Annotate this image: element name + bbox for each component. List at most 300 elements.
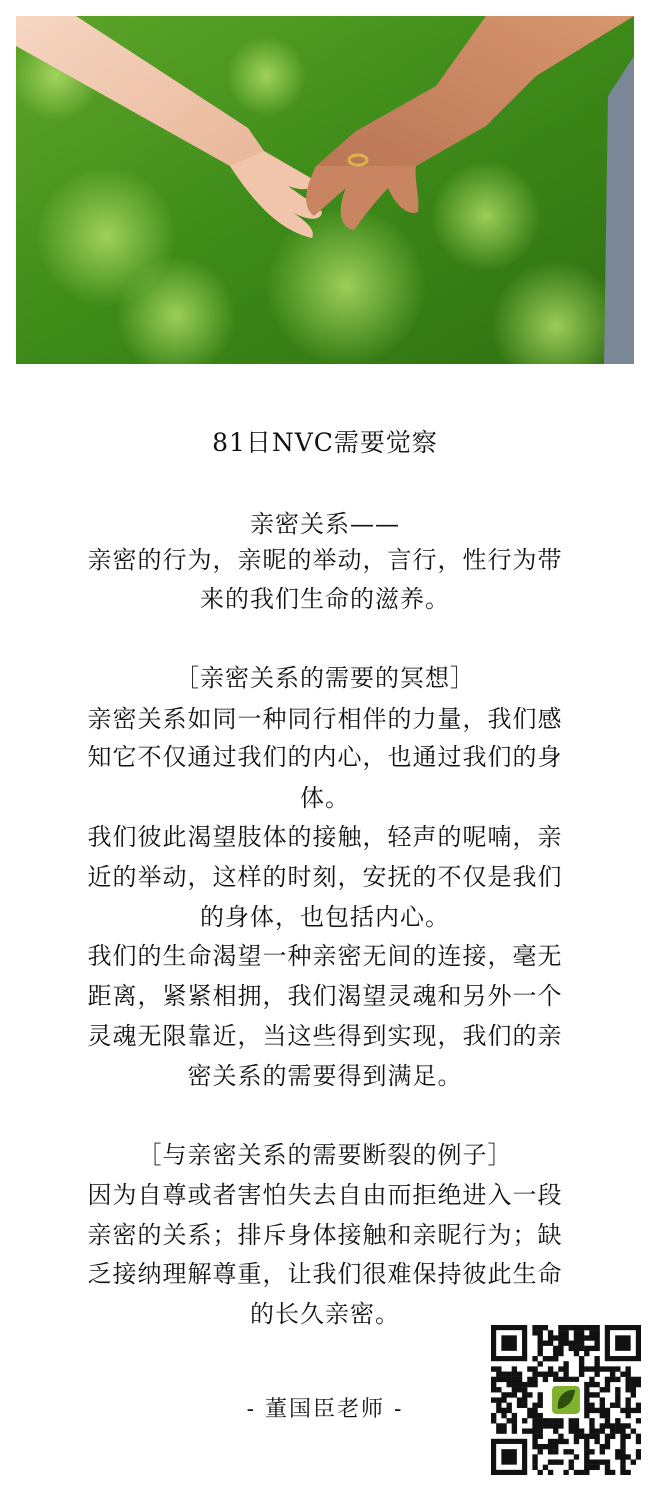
qr-module <box>594 1335 599 1340</box>
qr-module <box>594 1408 599 1413</box>
qr-module <box>496 1423 501 1428</box>
qr-module <box>538 1403 543 1408</box>
qr-module <box>496 1428 501 1433</box>
qr-module <box>610 1366 615 1371</box>
qr-module <box>625 1434 630 1439</box>
qr-module <box>631 1428 636 1433</box>
qr-module <box>631 1382 636 1387</box>
qr-module <box>574 1439 579 1444</box>
qr-module <box>636 1377 641 1382</box>
qr-finder-inner <box>501 1449 517 1465</box>
qr-module <box>636 1434 641 1439</box>
qr-module <box>532 1413 537 1418</box>
qr-module <box>548 1372 553 1377</box>
qr-module <box>548 1341 553 1346</box>
qr-module <box>563 1361 568 1366</box>
qr-module <box>553 1459 558 1464</box>
qr-module <box>501 1397 506 1402</box>
qr-module <box>579 1356 584 1361</box>
qr-module <box>605 1366 610 1371</box>
qr-module <box>584 1403 589 1408</box>
qr-module <box>548 1449 553 1454</box>
intro-line: 亲密的行为，亲昵的举动，言行，性行为带 <box>87 546 563 574</box>
qr-module <box>512 1377 517 1382</box>
qr-module <box>589 1449 594 1454</box>
qr-module <box>558 1366 563 1371</box>
qr-module <box>563 1377 568 1382</box>
examples-heading: ［与亲密关系的需要断裂的例子］ <box>137 1141 513 1169</box>
qr-module <box>631 1387 636 1392</box>
qr-module <box>517 1372 522 1377</box>
qr-module <box>605 1377 610 1382</box>
qr-module <box>615 1454 620 1459</box>
qr-module <box>631 1392 636 1397</box>
qr-module <box>636 1454 641 1459</box>
qr-module <box>605 1470 610 1475</box>
qr-module <box>548 1335 553 1340</box>
qr-module <box>636 1439 641 1444</box>
qr-module <box>625 1413 630 1418</box>
qr-module <box>574 1325 579 1330</box>
qr-module <box>605 1434 610 1439</box>
qr-module <box>574 1351 579 1356</box>
qr-module <box>538 1444 543 1449</box>
qr-module <box>507 1392 512 1397</box>
qr-module <box>563 1470 568 1475</box>
qr-module <box>532 1465 537 1470</box>
qr-module <box>625 1387 630 1392</box>
qr-module <box>538 1428 543 1433</box>
qr-module <box>522 1387 527 1392</box>
qr-module <box>569 1377 574 1382</box>
qr-module <box>584 1459 589 1464</box>
qr-module <box>574 1335 579 1340</box>
qr-module <box>512 1382 517 1387</box>
qr-module <box>527 1408 532 1413</box>
qr-module <box>558 1459 563 1464</box>
qr-module <box>589 1366 594 1371</box>
qr-module <box>589 1403 594 1408</box>
qr-module <box>558 1434 563 1439</box>
qr-module <box>538 1392 543 1397</box>
qr-module <box>507 1382 512 1387</box>
qr-module <box>507 1408 512 1413</box>
qr-module <box>605 1423 610 1428</box>
qr-module <box>538 1397 543 1402</box>
qr-module <box>625 1372 630 1377</box>
meditation-line: 灵魂无限靠近，当这些得到实现，我们的亲 <box>87 1022 563 1050</box>
qr-module <box>532 1454 537 1459</box>
qr-module <box>584 1382 589 1387</box>
qr-module <box>532 1439 537 1444</box>
qr-module <box>538 1330 543 1335</box>
qr-module <box>569 1423 574 1428</box>
qr-module <box>615 1418 620 1423</box>
qr-module <box>512 1423 517 1428</box>
qr-module <box>491 1413 496 1418</box>
qr-module <box>522 1397 527 1402</box>
qr-module <box>553 1439 558 1444</box>
meditation-line: 我们彼此渴望肢体的接触，轻声的呢喃，亲 <box>87 823 563 851</box>
qr-module <box>517 1382 522 1387</box>
qr-module <box>584 1470 589 1475</box>
qr-module <box>532 1372 537 1377</box>
qr-module <box>538 1470 543 1475</box>
qr-module <box>594 1346 599 1351</box>
intro-heading: 亲密关系—— <box>250 510 400 538</box>
qr-module <box>631 1459 636 1464</box>
qr-module <box>610 1403 615 1408</box>
qr-module <box>584 1387 589 1392</box>
qr-module <box>522 1403 527 1408</box>
hero-photo <box>16 16 634 364</box>
qr-module <box>615 1428 620 1433</box>
examples-line: 的长久亲密。 <box>250 1300 400 1328</box>
qr-module <box>579 1366 584 1371</box>
qr-module <box>512 1428 517 1433</box>
qr-module <box>574 1377 579 1382</box>
qr-module <box>589 1325 594 1330</box>
qr-module <box>553 1444 558 1449</box>
meditation-line: 亲密关系如同一种同行相伴的力量，我们感 <box>87 705 563 733</box>
qr-module <box>548 1439 553 1444</box>
qr-module <box>512 1387 517 1392</box>
qr-module <box>538 1351 543 1356</box>
qr-module <box>620 1428 625 1433</box>
qr-module <box>615 1392 620 1397</box>
qr-module <box>563 1341 568 1346</box>
qr-module <box>532 1403 537 1408</box>
qr-module <box>574 1423 579 1428</box>
qr-module <box>563 1330 568 1335</box>
qr-module <box>563 1372 568 1377</box>
qr-module <box>569 1465 574 1470</box>
qr-module <box>532 1377 537 1382</box>
qr-module <box>620 1434 625 1439</box>
qr-module <box>605 1387 610 1392</box>
qr-module <box>512 1413 517 1418</box>
qr-module <box>512 1392 517 1397</box>
qr-module <box>543 1418 548 1423</box>
qr-module <box>527 1428 532 1433</box>
qr-module <box>532 1418 537 1423</box>
qr-module <box>584 1346 589 1351</box>
meditation-line: 距离，紧紧相拥，我们渴望灵魂和另外一个 <box>87 982 563 1010</box>
qr-module <box>558 1377 563 1382</box>
qr-module <box>532 1434 537 1439</box>
qr-module <box>620 1439 625 1444</box>
qr-module <box>584 1465 589 1470</box>
holding-hands-illustration <box>16 16 634 364</box>
qr-module <box>558 1341 563 1346</box>
qr-module <box>625 1454 630 1459</box>
qr-module <box>615 1377 620 1382</box>
qr-module <box>610 1372 615 1377</box>
qr-module <box>501 1372 506 1377</box>
qr-module <box>491 1366 496 1371</box>
qr-module <box>527 1392 532 1397</box>
qr-module <box>605 1418 610 1423</box>
qr-module <box>620 1408 625 1413</box>
qr-module <box>532 1444 537 1449</box>
qr-module <box>563 1325 568 1330</box>
qr-module <box>610 1428 615 1433</box>
qr-code-icon[interactable] <box>491 1325 641 1475</box>
qr-module <box>532 1459 537 1464</box>
qr-module <box>532 1382 537 1387</box>
qr-module <box>548 1423 553 1428</box>
qr-module <box>522 1428 527 1433</box>
qr-module <box>605 1413 610 1418</box>
qr-module <box>563 1366 568 1371</box>
qr-module <box>584 1408 589 1413</box>
qr-module <box>594 1392 599 1397</box>
qr-module <box>579 1470 584 1475</box>
qr-module <box>631 1377 636 1382</box>
qr-module <box>584 1351 589 1356</box>
qr-module <box>553 1372 558 1377</box>
qr-module <box>548 1356 553 1361</box>
qr-module <box>620 1444 625 1449</box>
qr-module <box>507 1403 512 1408</box>
qr-module <box>579 1361 584 1366</box>
qr-module <box>553 1418 558 1423</box>
qr-module <box>501 1428 506 1433</box>
qr-module <box>538 1434 543 1439</box>
qr-module <box>548 1444 553 1449</box>
qr-module <box>594 1434 599 1439</box>
qr-finder-inner <box>501 1335 517 1351</box>
qr-module <box>496 1372 501 1377</box>
qr-module <box>579 1330 584 1335</box>
qr-module <box>589 1408 594 1413</box>
qr-module <box>625 1423 630 1428</box>
qr-module <box>532 1423 537 1428</box>
qr-module <box>569 1341 574 1346</box>
qr-module <box>501 1423 506 1428</box>
qr-module <box>538 1361 543 1366</box>
qr-module <box>625 1397 630 1402</box>
qr-module <box>589 1428 594 1433</box>
qr-module <box>538 1346 543 1351</box>
qr-module <box>625 1377 630 1382</box>
qr-module <box>615 1366 620 1371</box>
qr-module <box>605 1408 610 1413</box>
qr-module <box>584 1444 589 1449</box>
qr-module <box>491 1387 496 1392</box>
meditation-line: 知它不仅通过我们的内心，也通过我们的身 <box>87 743 563 771</box>
qr-module <box>620 1470 625 1475</box>
qr-module <box>620 1465 625 1470</box>
qr-module <box>569 1459 574 1464</box>
qr-module <box>548 1459 553 1464</box>
qr-module <box>594 1341 599 1346</box>
qr-module <box>636 1418 641 1423</box>
qr-module <box>496 1397 501 1402</box>
qr-module <box>522 1418 527 1423</box>
qr-module <box>584 1366 589 1371</box>
qr-module <box>594 1366 599 1371</box>
qr-module <box>558 1330 563 1335</box>
qr-module <box>574 1470 579 1475</box>
qr-module <box>532 1325 537 1330</box>
qr-module <box>589 1423 594 1428</box>
qr-module <box>574 1428 579 1433</box>
qr-module <box>548 1418 553 1423</box>
qr-module <box>517 1403 522 1408</box>
qr-module <box>563 1449 568 1454</box>
qr-module <box>584 1413 589 1418</box>
qr-module <box>605 1459 610 1464</box>
qr-module <box>579 1335 584 1340</box>
qr-module <box>600 1366 605 1371</box>
qr-module <box>553 1356 558 1361</box>
qr-module <box>625 1403 630 1408</box>
qr-module <box>589 1434 594 1439</box>
qr-module <box>589 1465 594 1470</box>
qr-module <box>538 1418 543 1423</box>
examples-line: 亲密的关系；排斥身体接触和亲昵行为；缺 <box>87 1221 563 1249</box>
qr-module <box>620 1459 625 1464</box>
qr-module <box>600 1449 605 1454</box>
qr-module <box>569 1449 574 1454</box>
qr-module <box>532 1408 537 1413</box>
qr-module <box>579 1372 584 1377</box>
qr-module <box>584 1325 589 1330</box>
qr-module <box>574 1418 579 1423</box>
meditation-line: 近的举动，这样的时刻，安抚的不仅是我们 <box>87 863 563 891</box>
qr-module <box>517 1377 522 1382</box>
qr-module <box>543 1356 548 1361</box>
qr-module <box>496 1408 501 1413</box>
qr-module <box>558 1325 563 1330</box>
qr-module <box>636 1403 641 1408</box>
qr-module <box>589 1418 594 1423</box>
qr-module <box>569 1346 574 1351</box>
qr-module <box>532 1428 537 1433</box>
qr-module <box>589 1459 594 1464</box>
qr-module <box>538 1449 543 1454</box>
qr-module <box>600 1397 605 1402</box>
qr-module <box>553 1377 558 1382</box>
qr-module <box>569 1418 574 1423</box>
qr-module <box>527 1382 532 1387</box>
qr-module <box>527 1377 532 1382</box>
qr-module <box>584 1439 589 1444</box>
qr-finder-inner <box>615 1335 631 1351</box>
qr-module <box>594 1428 599 1433</box>
qr-module <box>574 1330 579 1335</box>
qr-module <box>610 1434 615 1439</box>
qr-module <box>496 1387 501 1392</box>
qr-module <box>491 1382 496 1387</box>
qr-module <box>615 1423 620 1428</box>
qr-module <box>600 1459 605 1464</box>
qr-module <box>532 1330 537 1335</box>
qr-module <box>543 1377 548 1382</box>
qr-module <box>491 1397 496 1402</box>
qr-module <box>558 1418 563 1423</box>
qr-module <box>579 1428 584 1433</box>
qr-module <box>620 1454 625 1459</box>
examples-line: 乏接纳理解尊重，让我们很难保持彼此生命 <box>87 1260 563 1288</box>
qr-module <box>543 1465 548 1470</box>
qr-module <box>538 1341 543 1346</box>
qr-module <box>589 1335 594 1340</box>
qr-module <box>496 1366 501 1371</box>
qr-module <box>584 1449 589 1454</box>
qr-module <box>610 1470 615 1475</box>
qr-module <box>558 1351 563 1356</box>
qr-module <box>631 1408 636 1413</box>
qr-module <box>600 1423 605 1428</box>
qr-module <box>543 1423 548 1428</box>
qr-module <box>589 1346 594 1351</box>
qr-module <box>605 1444 610 1449</box>
qr-module <box>625 1382 630 1387</box>
qr-module <box>600 1403 605 1408</box>
qr-module <box>522 1382 527 1387</box>
qr-module <box>594 1325 599 1330</box>
qr-module <box>538 1413 543 1418</box>
qr-module <box>522 1392 527 1397</box>
qr-module <box>594 1382 599 1387</box>
qr-module <box>579 1341 584 1346</box>
qr-module <box>636 1382 641 1387</box>
qr-module <box>584 1434 589 1439</box>
qr-module <box>538 1423 543 1428</box>
qr-module <box>558 1335 563 1340</box>
qr-module <box>569 1428 574 1433</box>
qr-module <box>553 1346 558 1351</box>
qr-module <box>501 1392 506 1397</box>
qr-module <box>620 1423 625 1428</box>
qr-module <box>553 1423 558 1428</box>
qr-module <box>615 1449 620 1454</box>
page-title: 81日NVC需要觉察 <box>212 428 438 457</box>
qr-module <box>538 1335 543 1340</box>
qr-module <box>594 1330 599 1335</box>
qr-module <box>527 1366 532 1371</box>
qr-module <box>594 1439 599 1444</box>
qr-module <box>501 1377 506 1382</box>
qr-module <box>501 1413 506 1418</box>
qr-module <box>558 1346 563 1351</box>
qr-module <box>600 1387 605 1392</box>
qr-module <box>600 1444 605 1449</box>
qr-module <box>579 1434 584 1439</box>
qr-module <box>491 1377 496 1382</box>
qr-module <box>589 1382 594 1387</box>
intro-line: 来的我们生命的滋养。 <box>200 585 450 613</box>
qr-module <box>574 1341 579 1346</box>
meditation-line: 的身体，也包括内心。 <box>200 903 450 931</box>
qr-module <box>620 1449 625 1454</box>
qr-module <box>589 1330 594 1335</box>
qr-module <box>548 1330 553 1335</box>
qr-module <box>532 1366 537 1371</box>
qr-module <box>615 1387 620 1392</box>
qr-module <box>594 1372 599 1377</box>
qr-module <box>538 1325 543 1330</box>
qr-module <box>512 1418 517 1423</box>
qr-module <box>579 1325 584 1330</box>
qr-module <box>620 1372 625 1377</box>
qr-module <box>594 1465 599 1470</box>
qr-module <box>548 1470 553 1475</box>
qr-module <box>543 1444 548 1449</box>
qr-module <box>615 1403 620 1408</box>
